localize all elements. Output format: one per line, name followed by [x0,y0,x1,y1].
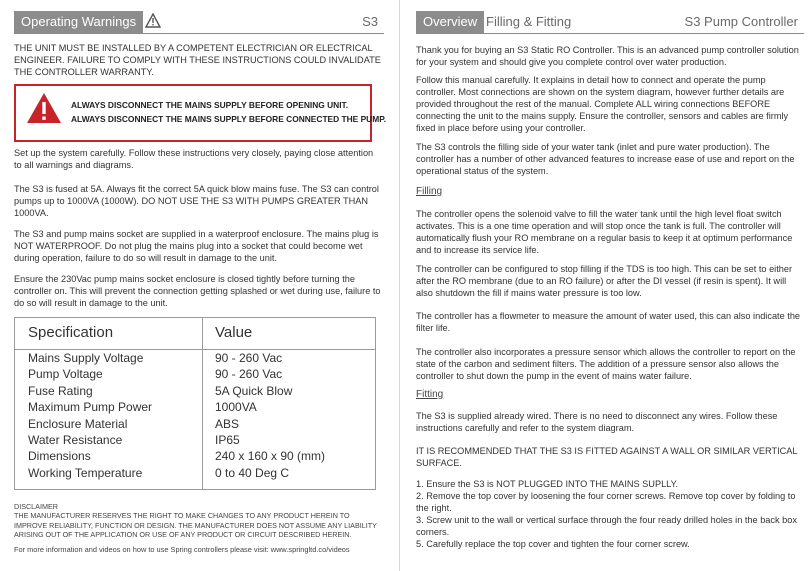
left-page [0,0,392,571]
paragraph-manual: Follow this manual carefully. It explains in detail how to connect and operate the pump controller. Most connections are shown on the system diagram, however further details are provided throughout the rest of the manual. Complete ALL wiring connections BEFORE connecting the unit to the mains supply. Ensure the controller, sensors and cables are firmly fixed in place before using your controller. [416,75,789,133]
section-title-filling: Filling [416,186,443,197]
spec-value: 0 to 40 Deg C [215,465,290,480]
table-row [15,449,375,465]
list-item: 5. Carefully replace the top cover and tighten the four corner screw. [416,539,690,549]
spec-value: IP65 [215,432,240,447]
disclaimer-title: DISCLAIMER [14,502,58,511]
paragraph-enclosure: Ensure the 230Vac pump mains socket enclosure is closed tightly before turning the controller on. This will prevent the connection getting splashed or wet during use, failure to do so will result in damage to the unit. [14,274,381,308]
disclaimer [14,502,384,540]
mains-alert-box [14,84,387,142]
table-row [15,384,375,400]
paragraph-filling-3: The controller has a flowmeter to measure the amount of water used, this can also indicate the filter life. [416,311,801,333]
spec-rows [15,351,375,482]
danger-icon [26,92,62,129]
paragraph-fuse: The S3 is fused at 5A. Always fit the correct 5A quick blow mains fuse. The S3 can control pumps up to 1000VA (1000W). DO NOT USE THE S3 WITH PUMPS GREATER THAN 1000VA. [14,184,379,218]
table-row [15,400,375,416]
header-model: S3 [362,14,378,29]
footer-link-text: For more information and videos on how to use Spring controllers please visit: www.springltd.co/videos [14,545,350,554]
paragraph-filling-2: The controller can be configured to stop filling if the TDS is too high. This can be set to either after the RO membrane (due to an RO failure) or after the DI vessel (if resin is spent). It will also shutdown the fill if mains water pressure is too low. [416,264,793,298]
header-tag: Operating Warnings [14,11,143,33]
spec-value: 240 x 160 x 90 (mm) [215,449,326,464]
left-header [14,11,384,34]
spec-key: Working Temperature [28,465,143,480]
table-row [15,433,375,449]
header-product: S3 Pump Controller [684,14,798,29]
section-title-fitting: Fitting [416,389,444,400]
spec-key: Enclosure Material [28,416,128,431]
paragraph-filling-1: The controller opens the solenoid valve to fill the water tank until the high level float switch activates. This is a one time operation and will stop once the tank is full. The controller will automatically flush your RO membrane on a regular basis to keep it at optimum performance and to increase its service life. [416,209,793,255]
spec-key: Mains Supply Voltage [28,351,144,365]
right-header [416,11,804,34]
list-item: 3. Screw unit to the wall or vertical surface through the four ready drilled holes in the back box corners. [416,515,797,537]
spec-value: 1000VA [215,400,257,415]
paragraph-waterproof: The S3 and pump mains socket are supplied in a waterproof enclosure. The mains plug is NOT WATERPROOF. Do not plug the mains plug into a socket that could become wet during operation, failure to do so will result in damage to the unit. [14,229,379,263]
paragraph-filling-4: The controller also incorporates a pressure sensor which allows the controller to report on the state of the carbon and sediment filters. The addition of a pressure sensor also allows the controller to shut down the pump in the event of mains water failure. [416,347,796,381]
install-notice: THE UNIT MUST BE INSTALLED BY A COMPETENT ELECTRICIAN OR ELECTRICAL ENGINEER. FAILURE TO COMPLY WITH THESE INSTRUCTIONS COULD INVALIDATE THE CONTROLLER WARRANTY. [14,43,381,77]
spec-col-value: Value [215,324,253,341]
warning-icon [145,13,161,33]
alert-text [71,98,386,126]
spec-key: Water Resistance [28,432,123,447]
spec-col-spec: Specification [28,324,114,341]
paragraph-fitting-2: IT IS RECOMMENDED THAT THE S3 IS FITTED AGAINST A WALL OR SIMILAR VERTICAL SURFACE. [416,446,798,468]
paragraph-fitting-1: The S3 is supplied already wired. There is no need to disconnect any wires. Follow these instructions carefully and refer to the system diagram. [416,411,778,433]
table-row [15,417,375,433]
spec-key: Dimensions [28,449,91,464]
disclaimer-text: THE MANUFACTURER RESERVES THE RIGHT TO MAKE CHANGES TO ANY PRODUCT HEREIN TO IMPROVE RELIABILITY, FUNCTION OR DESIGN. THE MANUFACTURER DOES NOT ASSUME ANY LIABILITY ARISING OUT OF THE APPLICATION OR USE OF ANY PRODUCT OR CIRCUIT DESCRIBED HEREIN. [14,511,377,540]
table-row [15,367,375,383]
spec-table [14,317,376,490]
spec-value: 5A Quick Blow [215,383,293,398]
spec-key: Fuse Rating [28,383,93,398]
alert-line-1: ALWAYS DISCONNECT THE MAINS SUPPLY BEFORE OPENING UNIT. [71,100,349,110]
spec-value: 90 - 260 Vac [215,351,283,365]
paragraph-thanks: Thank you for buying an S3 Static RO Controller. This is an advanced pump controller solution for your system and should give you complete control over water production. [416,45,799,67]
table-row [15,466,375,482]
header-subtitle: Filling & Fitting [486,14,572,29]
page-divider [399,0,400,571]
spec-table-header [15,318,375,350]
header-tag: Overview [416,11,484,33]
spec-value: 90 - 260 Vac [215,367,283,382]
spec-value: ABS [215,416,240,431]
paragraph-setup: Set up the system carefully. Follow these instructions very closely, paying close attention to all warnings and diagrams. [14,148,374,170]
fitting-steps [416,478,802,550]
spec-key: Pump Voltage [28,367,103,382]
spec-key: Maximum Pump Power [28,400,153,415]
right-page [412,0,808,571]
list-item: 2. Remove the top cover by loosening the four corner screws. Remove top cover by folding to the right. [416,491,796,513]
paragraph-overview: The S3 controls the filling side of your water tank (inlet and pure water production). The controller has a number of other advanced features to increase ease of use and report on the operational status of the system. [416,142,795,176]
table-row [15,351,375,367]
alert-line-2: ALWAYS DISCONNECT THE MAINS SUPPLY BEFORE CONNECTED THE PUMP. [71,114,387,124]
list-item: 1. Ensure the S3 is NOT PLUGGED INTO THE MAINS SUPLLY. [416,479,679,489]
